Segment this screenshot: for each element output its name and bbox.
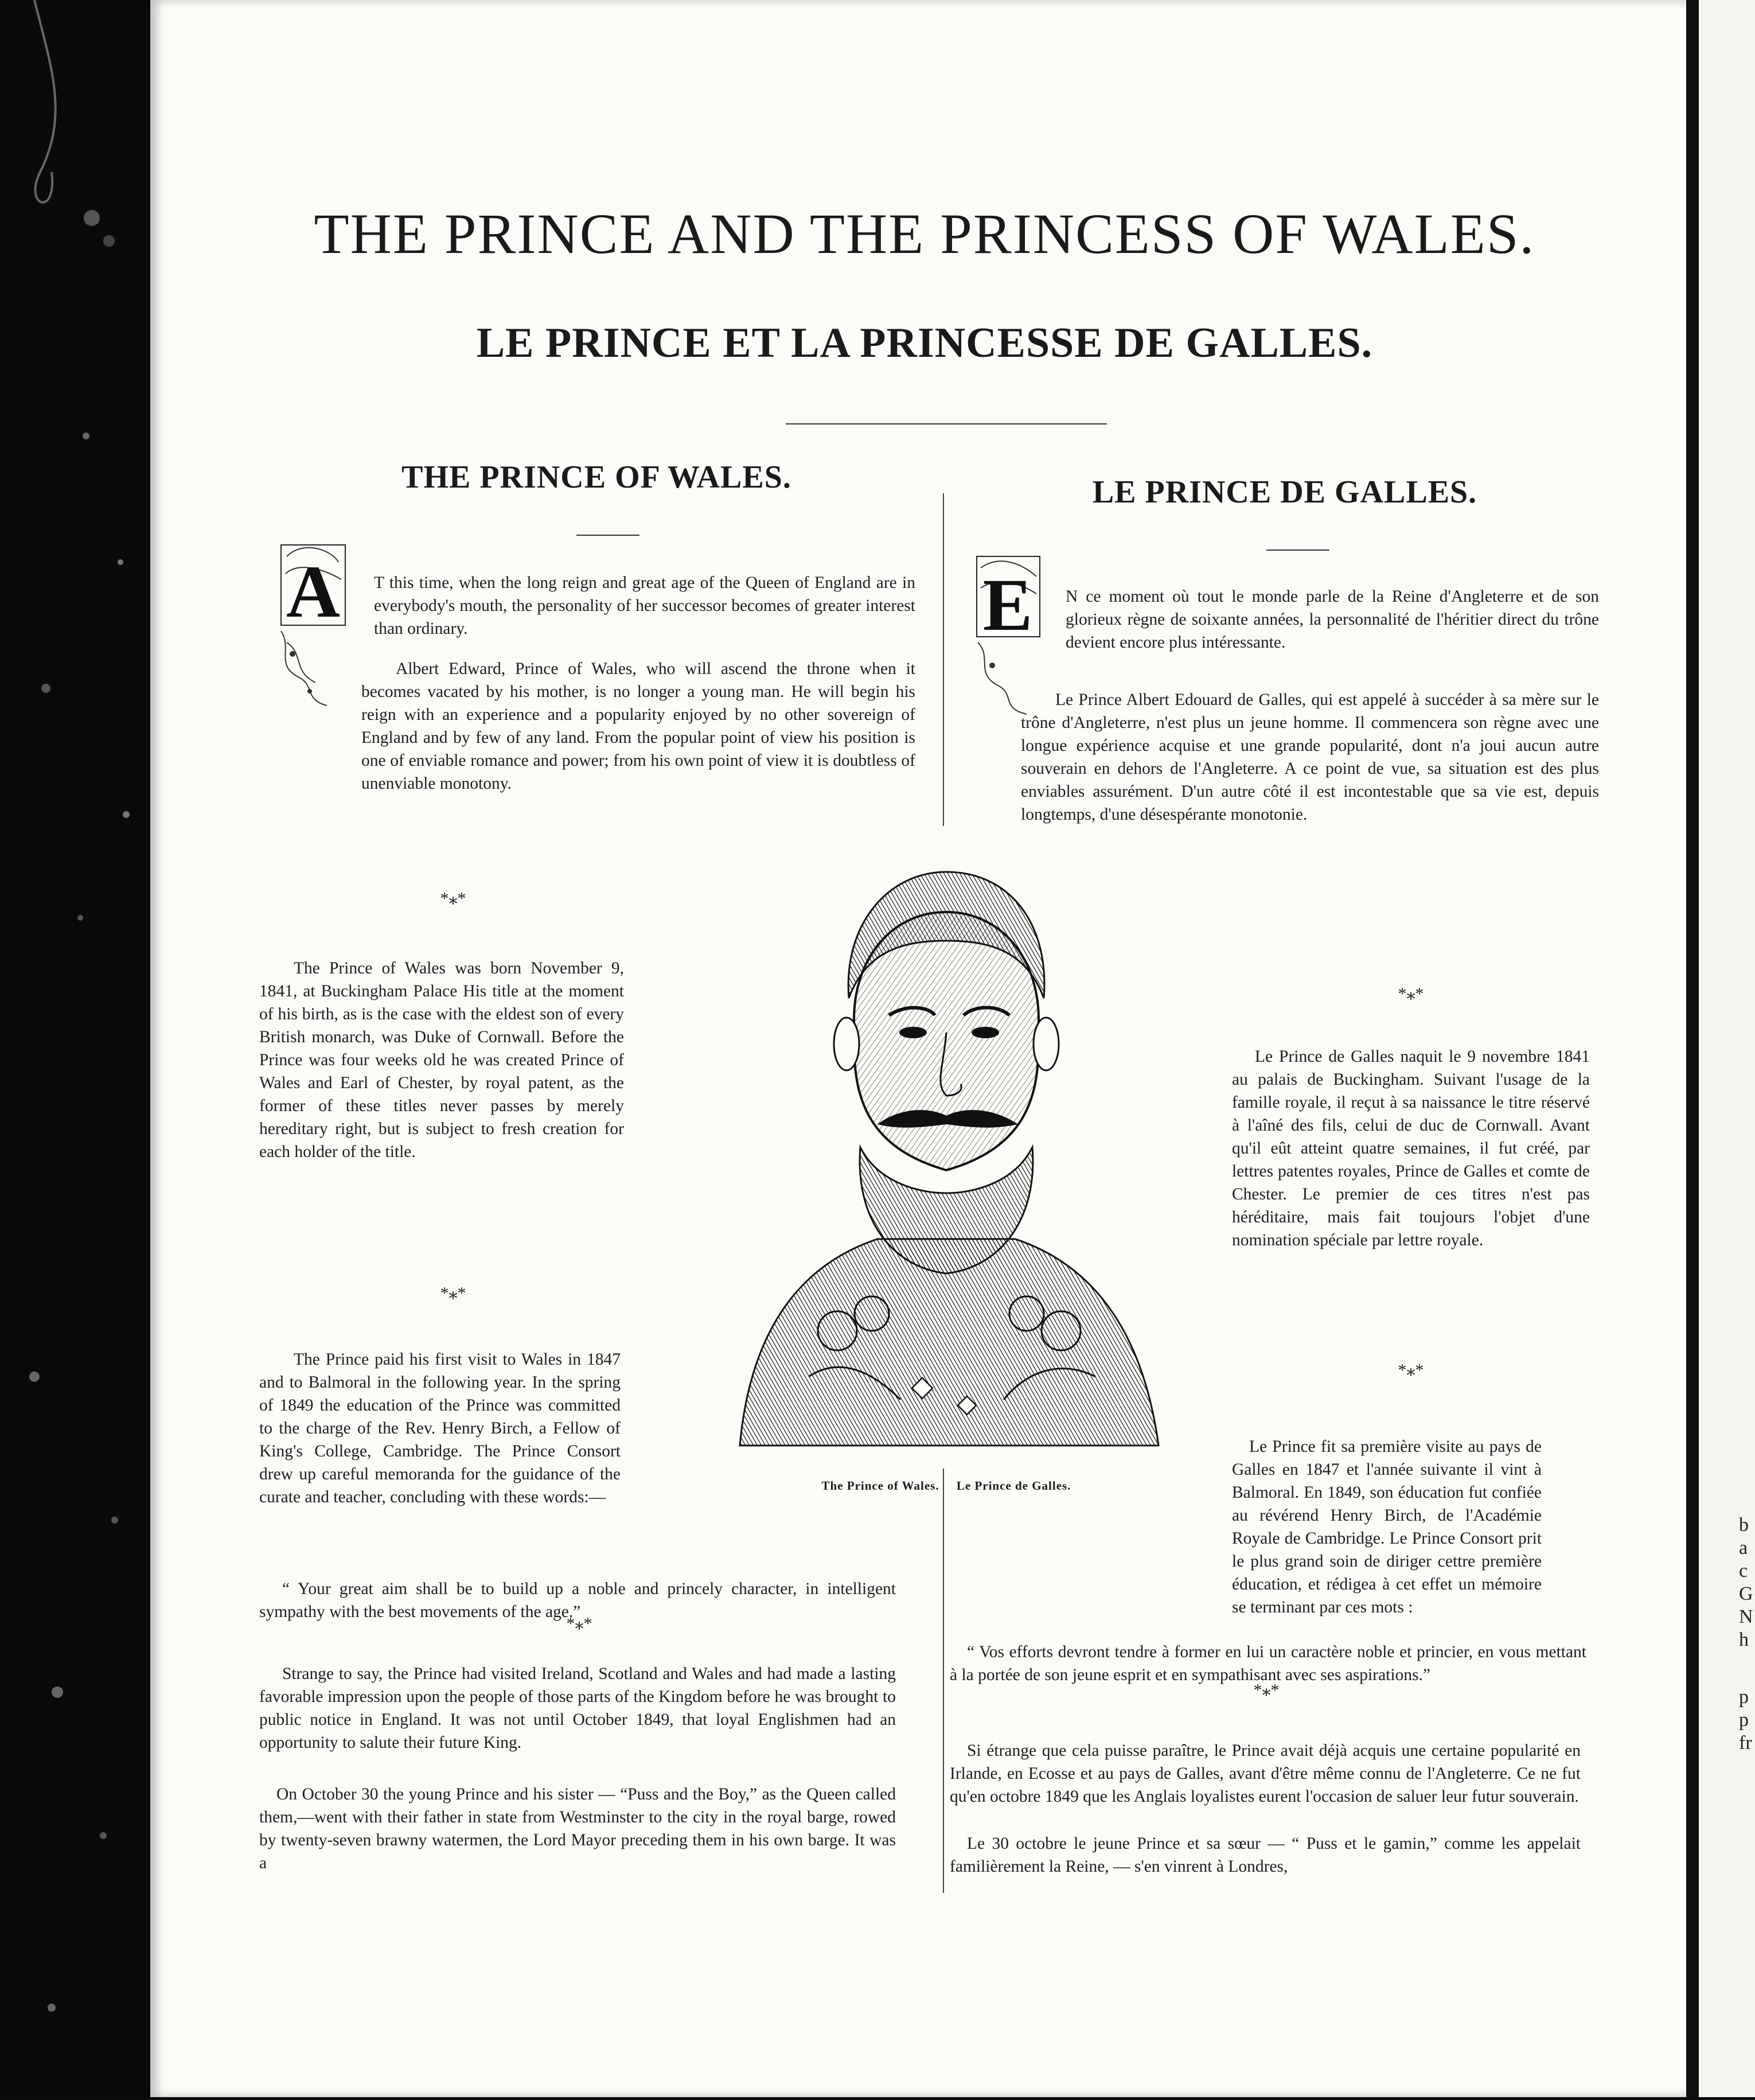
next-page-fragment: p [1739, 1686, 1749, 1708]
english-para-3: The Prince of Wales was born November 9, 1841, at Buckingham Palace His title at the moment of his birth, as is the case with the eldest son of every British monarch, was Duke of Cornwall. Before the Prince was four weeks old he was created Prince of Wales and Earl of Chester, by royal patent, as the former of these titles never passes by merely hereditary right, but is subject to fresh creation for each holder of the title. [259, 959, 624, 1161]
section-stars: *⁎* [1398, 1361, 1424, 1380]
section-stars: *⁎* [1398, 984, 1424, 1003]
section-stars: *⁎* [440, 889, 466, 908]
english-para-6: On October 30 the young Prince and his sister — “Puss and the Boy,” as the Queen called them,—went with their father in state from Westminster to the city in the royal barge, rowed by twenty-seven brawny watermen, the Lord Mayor preceding them in his own barge. It was a [259, 1785, 896, 1872]
french-para-3: Le Prince de Galles naquit le 9 novembre 1841 au palais de Buckingham. Suivant l'usage de la famille royale, il reçut à sa naissance le titre réservé à l'aîné des fils, celui de duc de Cornwall. Avant qu'il eût atteint quatre semaines, il fut créé, par lettres patentes royales, Prince de Galles et comte de Chester. Le premier de ces titres n'est pas héréditaire, mais fait toujours l'objet d'une nomination spéciale par lettre royale. [1232, 1047, 1590, 1249]
french-heading-rule [1266, 550, 1329, 551]
section-stars: *⁎* [1253, 1681, 1280, 1700]
page-subtitle: LE PRINCE ET LA PRINCESSE DE GALLES. [476, 320, 1373, 367]
french-para-6: Le 30 octobre le jeune Prince et sa sœur — “ Puss et le gamin,” comme les appelait familièrement la Reine, — s'en vinrent à Londres, [950, 1834, 1581, 1876]
french-para-2: Le Prince Albert Edouard de Galles, qui est appelé à succéder à sa mère sur le trône d'Angleterre, n'est plus un jeune homme. Il commencera son règne avec une longue expérience acquise et une grande popularité, dont n'a joui aucun autre souverain en dehors de l'Angleterre. A ce point de vue, sa situation est des plus enviables assurément. D'un autre côté il est incontestable que sa vie est, depuis longtemps, d'une désespérante monotonie. [1021, 691, 1599, 824]
french-para-4: Le Prince fit sa première visite au pays de Galles en 1847 et l'année suivante il vint à Balmoral. En 1849, son éducation fut confiée au révérend Henry Birch, de l'Académie Royale de Cambridge. Le Prince Consort prit le plus grand soin de diriger cettre première éducation, et rédigea à cet effet un mémoire se terminant par ces mots : [1232, 1437, 1542, 1616]
english-quote: “ Your great aim shall be to build up a noble and princely character, in intelligent sympathy with the best movements of the age.” [259, 1580, 896, 1621]
portrait-caption [705, 1479, 1187, 1493]
french-para-1: N ce moment où tout le monde parle de la Reine d'Angleterre et de son glorieux règne de soixante années, la personnalité de l'héritier direct du trône devient encore plus intéressante. [1066, 587, 1599, 652]
english-para-1: T this time, when the long reign and great age of the Queen of England are in everybody's mouth, the personality of her successor becomes of greater interest than ordinary. [374, 574, 915, 638]
french-heading: LE PRINCE DE GALLES. [1092, 474, 1477, 510]
section-stars: *⁎* [440, 1284, 466, 1303]
title-divider [786, 423, 1107, 424]
portrait-caption-en: The Prince of Wales. [821, 1479, 939, 1493]
dropcap-letter: A [286, 551, 340, 633]
english-para-4: The Prince paid his first visit to Wales in 1847 and to Balmoral in the following year. In the spring of 1849 the education of the Prince was committed to the charge of the Rev. Henry Birch, a Fellow of King's College, Cambridge. The Prince Consort drew up careful memoranda for the guidance of the curate and teacher, concluding with these words:— [259, 1350, 621, 1506]
next-page-edge [1699, 0, 1755, 2097]
french-para-5: Si étrange que cela puisse paraître, le Prince avait déjà acquis une certaine popularité en Irlande, en Ecosse et au pays de Galles, avant d'être même connu de l'Angleterre. Ce ne fut qu'en octobre 1849 que les Anglais loyalistes eurent l'occasion de saluer leur futur souverain. [950, 1741, 1581, 1806]
next-page-fragment: a [1739, 1537, 1748, 1559]
next-page-fragment: N [1739, 1606, 1753, 1627]
next-page-fragment: b [1739, 1514, 1749, 1536]
scan-noise-marks [0, 0, 155, 2097]
next-page-fragment: h [1739, 1629, 1749, 1650]
next-page-fragment: fr [1739, 1732, 1752, 1754]
english-para-2-a: Albert Edward, Prince of Wales, who will ascend the throne when it becomes vacated by his mother, is no longer a young man. He will begin his reign with an experience and a popularity enjoyed by no other sovereign of England and by few of any land. From the popular point of view his position is one of enviable romance and power; from his own point of view it is doubtless of unenviable monotony. [361, 660, 915, 793]
english-heading: THE PRINCE OF WALES. [401, 459, 791, 495]
dropcap-ornament-a [270, 539, 356, 711]
next-page-fragment: p [1739, 1709, 1749, 1731]
next-page-fragment: c [1739, 1560, 1748, 1581]
page-gap [1686, 0, 1699, 2097]
page-title: THE PRINCE AND THE PRINCESS OF WALES. [314, 202, 1535, 266]
french-quote: “ Vos efforts devront tendre à former en lui un caractère noble et princier, en vous mettant à la portée de son jeune esprit et en sympathisant avec ses aspirations.” [950, 1643, 1586, 1684]
next-page-fragment: G [1739, 1583, 1753, 1604]
dropcap-letter: E [982, 564, 1033, 646]
english-para-5: Strange to say, the Prince had visited Ireland, Scotland and Wales and had made a lasting favorable impression upon the people of those parts of the Kingdom before he was brought to public notice in England. It was not until October 1849, that loyal Englishmen had an opportunity to salute their future King. [259, 1665, 896, 1752]
section-stars: *⁎* [566, 1614, 592, 1633]
english-heading-rule [576, 535, 639, 536]
left-binding-gutter [0, 0, 155, 2097]
portrait-caption-fr: Le Prince de Galles. [956, 1479, 1071, 1493]
prince-portrait-engraving [705, 826, 1187, 1468]
